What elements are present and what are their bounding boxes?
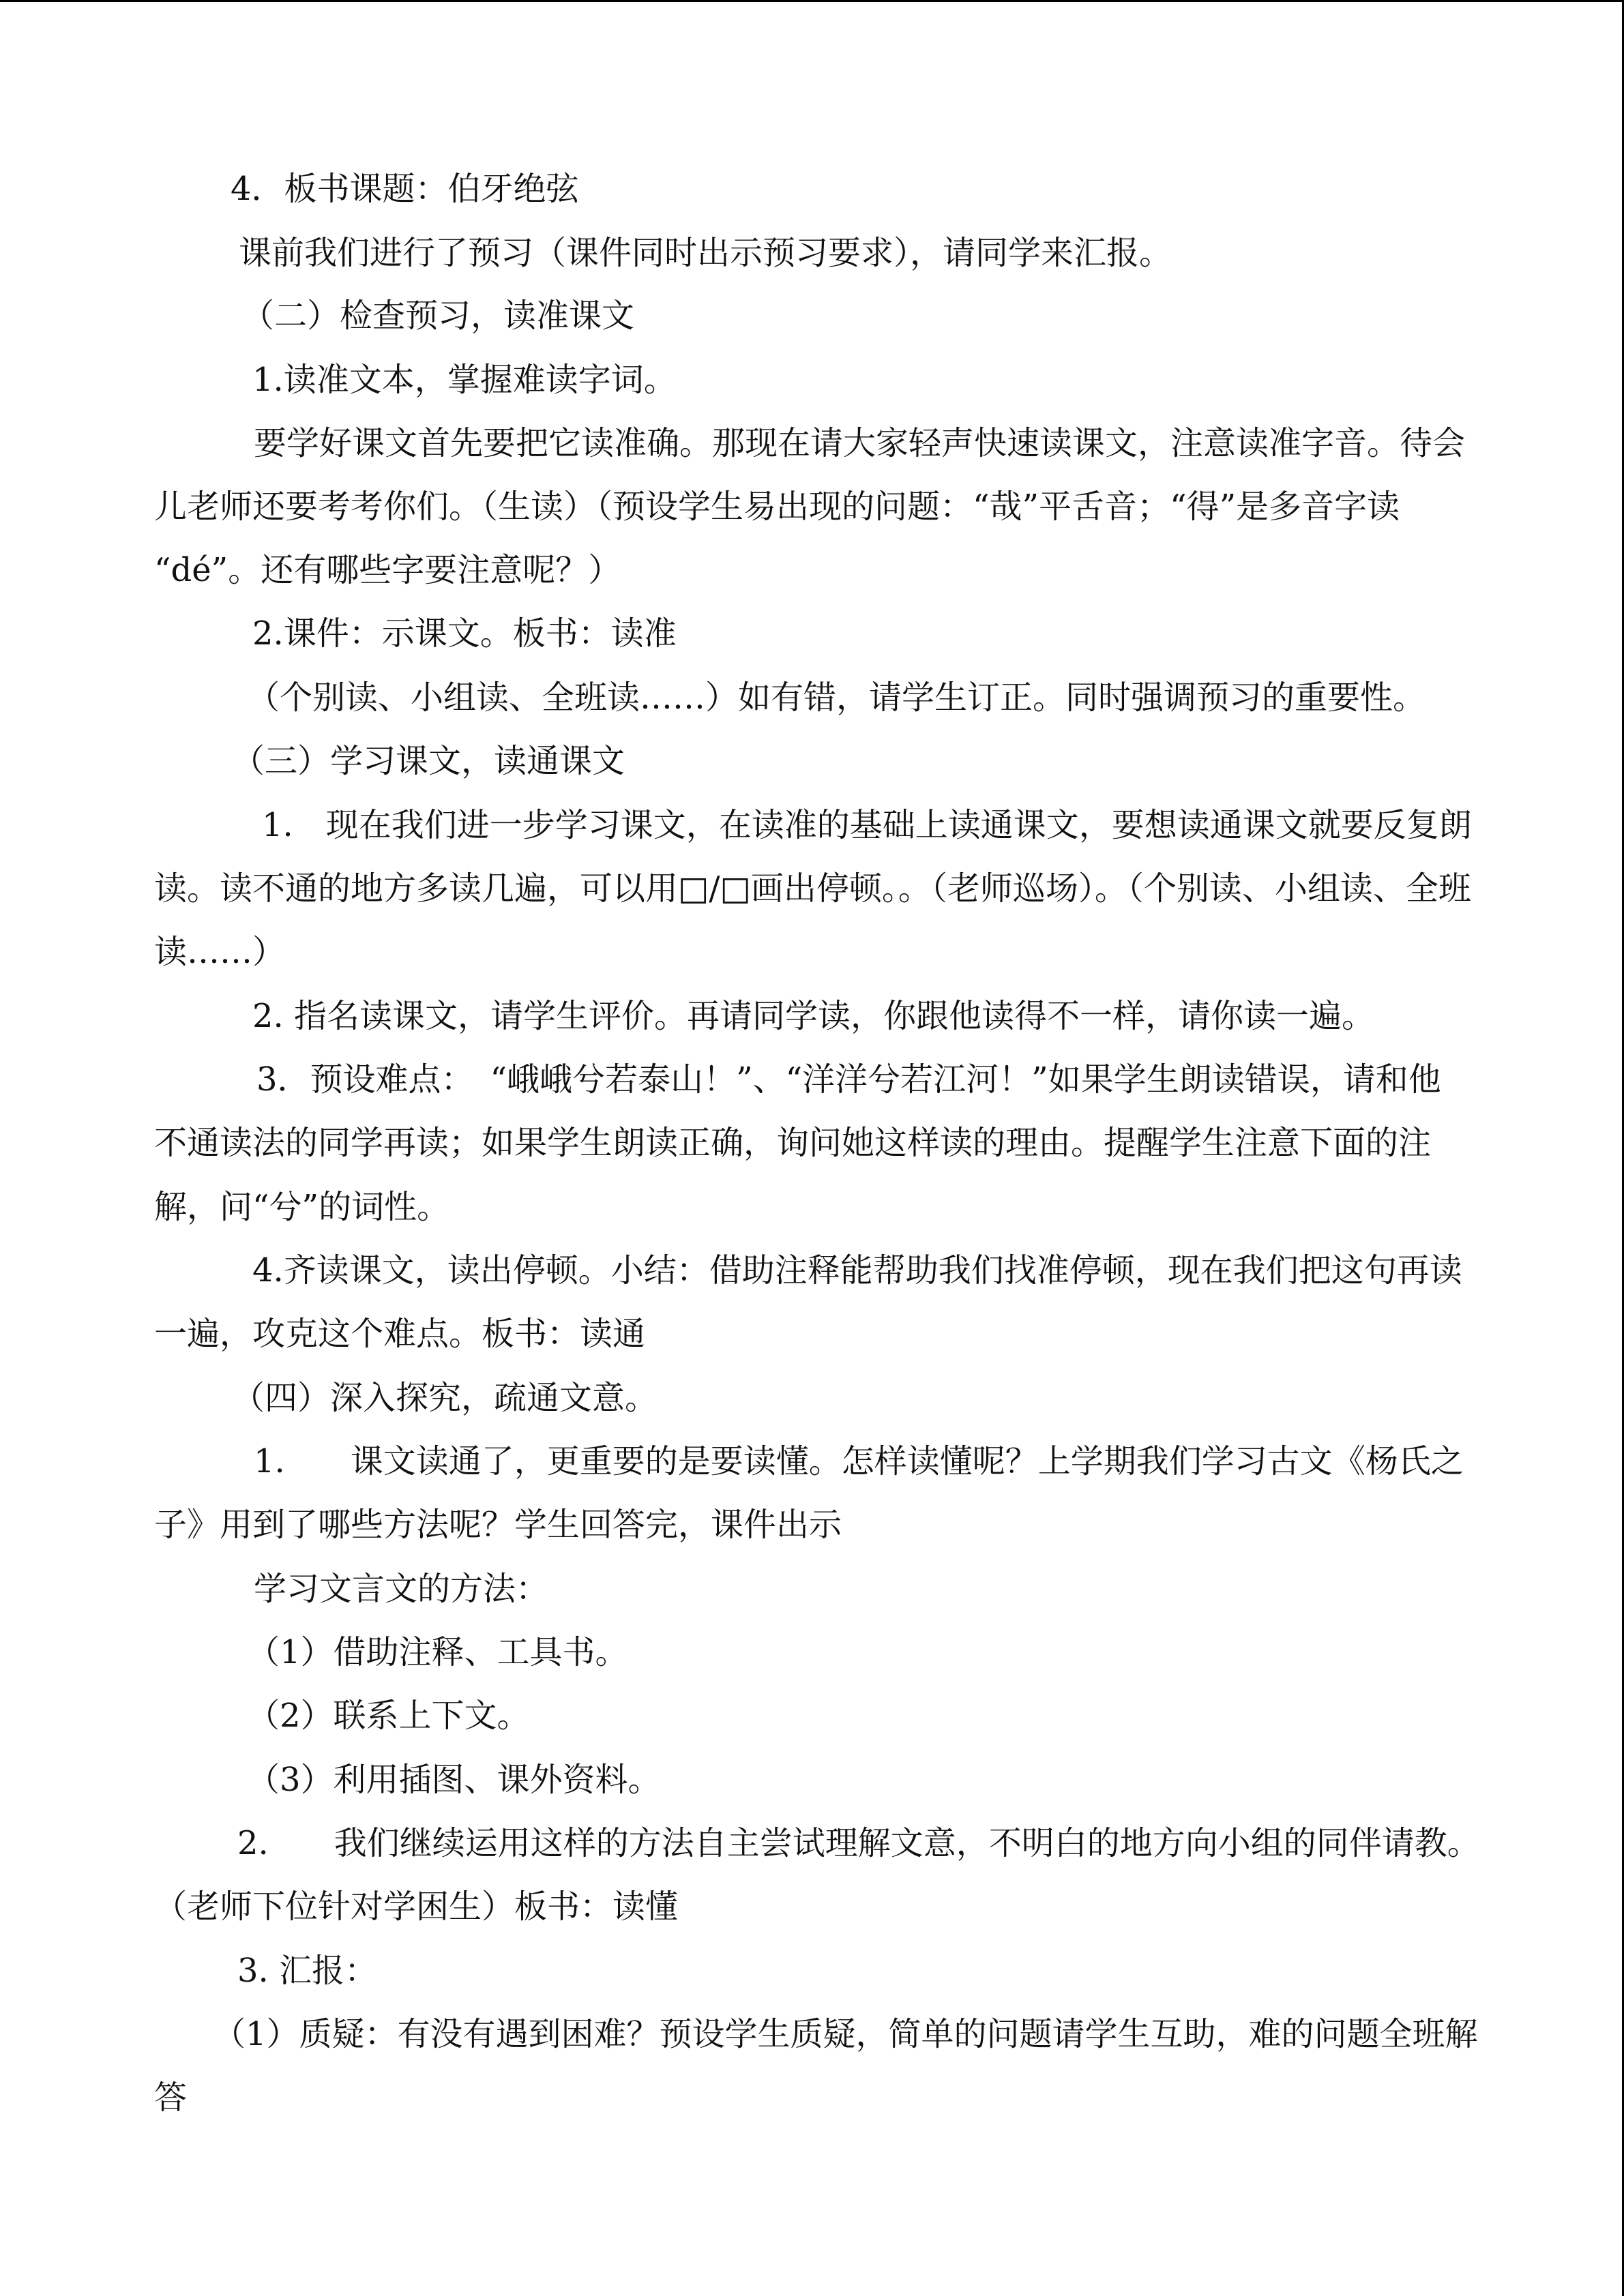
text-line: 答 <box>154 2078 188 2117</box>
text-line: 3. 汇报： <box>237 1952 378 1990</box>
text-line: 1. 课文读通了，更重要的是要读懂。怎样读懂呢？上学期我们学习古文《杨氏之 <box>254 1442 1464 1480</box>
list-item: （1）借助注释、工具书。 <box>247 1633 628 1671</box>
text-line: （1）质疑：有没有遇到困难？预设学生质疑，简单的问题请学生互助，难的问题全班解 <box>213 2015 1478 2053</box>
section-heading: （三）学习课文，读通课文 <box>232 742 625 780</box>
text-line: 课前我们进行了预习（课件同时出示预习要求），请同学来汇报。 <box>239 234 1172 272</box>
text-line: 4.齐读课文，读出停顿。小结：借助注释能帮助我们找准停顿，现在我们把这句再读 <box>252 1251 1462 1289</box>
text-line: 读。读不通的地方多读几遍，可以用□/□画出停顿。。（老师巡场）。（个别读、小组读、全班 <box>154 869 1471 908</box>
list-item: （3）利用插图、课外资料。 <box>247 1761 661 1799</box>
text-line: 子》用到了哪些方法呢？学生回答完，课件出示 <box>154 1506 842 1544</box>
text-line: 读……） <box>154 933 286 971</box>
text-line: 学习文言文的方法： <box>254 1570 549 1608</box>
section-heading: （四）深入探究，疏通文意。 <box>232 1379 658 1417</box>
text-line: 3．预设难点： “峨峨兮若泰山！”、“洋洋兮若江河！”如果学生朗读错误，请和他 <box>256 1060 1441 1099</box>
text-line: 不通读法的同学再读；如果学生朗读正确，询问她这样读的理由。提醒学生注意下面的注 <box>154 1124 1432 1162</box>
text-line: 解，问“兮”的词性。 <box>154 1188 450 1226</box>
text-line: 1. 现在我们进一步学习课文，在读准的基础上读通课文，要想读通课文就要反复朗 <box>262 806 1472 844</box>
text-line: （个别读、小组读、全班读……）如有错，请学生订正。同时强调预习的重要性。 <box>247 679 1426 717</box>
section-heading: （二）检查预习，读准课文 <box>241 297 635 335</box>
text-line: 一遍，攻克这个难点。板书：读通 <box>154 1315 646 1353</box>
text-line: 2. 指名读课文，请学生评价。再请同学读，你跟他读得不一样，请你读一遍。 <box>252 997 1375 1035</box>
text-line: “dé”。还有哪些字要注意呢？） <box>154 551 621 589</box>
text-line: 要学好课文首先要把它读准确。那现在请大家轻声快速读课文，注意读准字音。待会 <box>254 424 1466 462</box>
text-line: 2. 我们继续运用这样的方法自主尝试理解文意，不明白的地方向小组的同伴请教。 <box>237 1824 1480 1862</box>
text-line: 1.读准文本，掌握难读字词。 <box>252 361 677 399</box>
list-item: （2）联系上下文。 <box>247 1697 530 1735</box>
text-line: 2.课件：示课文。板书：读准 <box>252 614 677 653</box>
text-line: 4．板书课题：伯牙绝弦 <box>231 170 579 208</box>
text-line: 儿老师还要考考你们。（生读）（预设学生易出现的问题：“哉”平舌音；“得”是多音字读 <box>154 488 1400 526</box>
text-line: （老师下位针对学困生）板书：读懂 <box>154 1888 679 1926</box>
